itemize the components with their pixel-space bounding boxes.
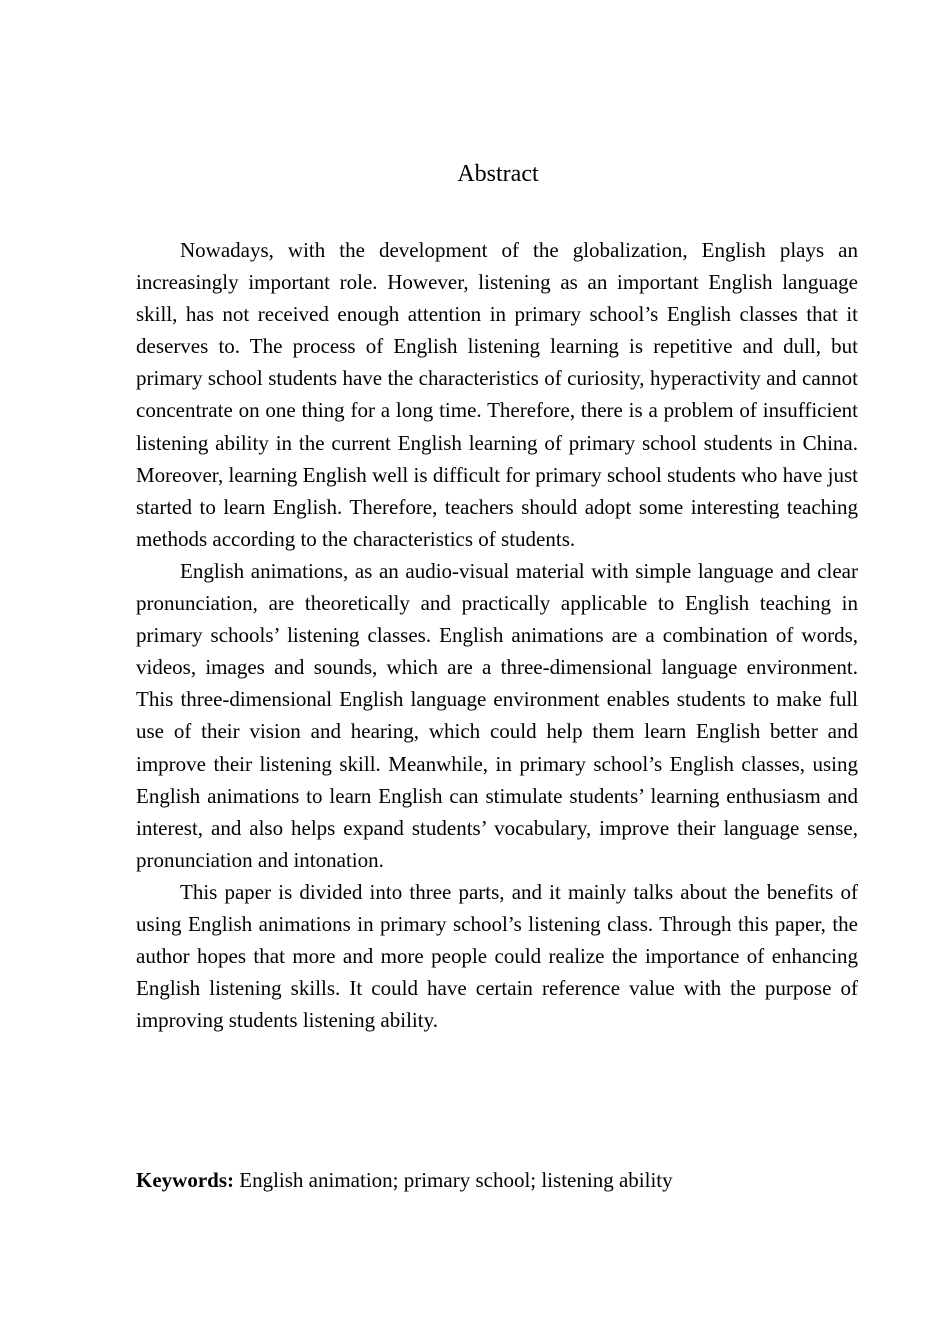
abstract-paragraph-2: English animations, as an audio-visual material with simple language and clear pronunciation, are theoretically and practically applicable to English teaching in primary schools’ listening classes. English animations are a combination of words, videos, images and sounds, which are a three-dimensional language environment. This three-dimensional English language environment enables students to make full use of their vision and hearing, which could help them learn English better and improve their listening skill. Meanwhile, in primary school’s English classes, using English animations to learn English can stimulate students’ learning enthusiasm and interest, and also helps expand students’ vocabulary, improve their language sense, pronunciation and intonation. [136,558,858,872]
abstract-paragraph-3: This paper is divided into three parts, and it mainly talks about the benefits of using English animations in primary school’s listening class. Through this paper, the author hopes that more and more people could realize the importance of enhancing English listening skills. It could have certain reference value with the purpose of improving students listening ability. [136,879,858,1033]
keywords-text: English animation; primary school; listening ability [234,1168,673,1192]
abstract-title: Abstract [457,161,539,187]
abstract-body [136,234,858,1036]
keywords-line [136,1164,858,1196]
keywords-label: Keywords: [136,1168,234,1192]
abstract-paragraph-1: Nowadays, with the development of the globalization, English plays an increasingly important role. However, listening as an important English language skill, has not received enough attention in primary school’s English classes that it deserves to. The process of English listening learning is repetitive and dull, but primary school students have the characteristics of curiosity, hyperactivity and cannot concentrate on one thing for a long time. Therefore, there is a problem of insufficient listening ability in the current English learning of primary school students in China. Moreover, learning English well is difficult for primary school students who have just started to learn English. Therefore, teachers should adopt some interesting teaching methods according to the characteristics of students. [136,238,858,551]
